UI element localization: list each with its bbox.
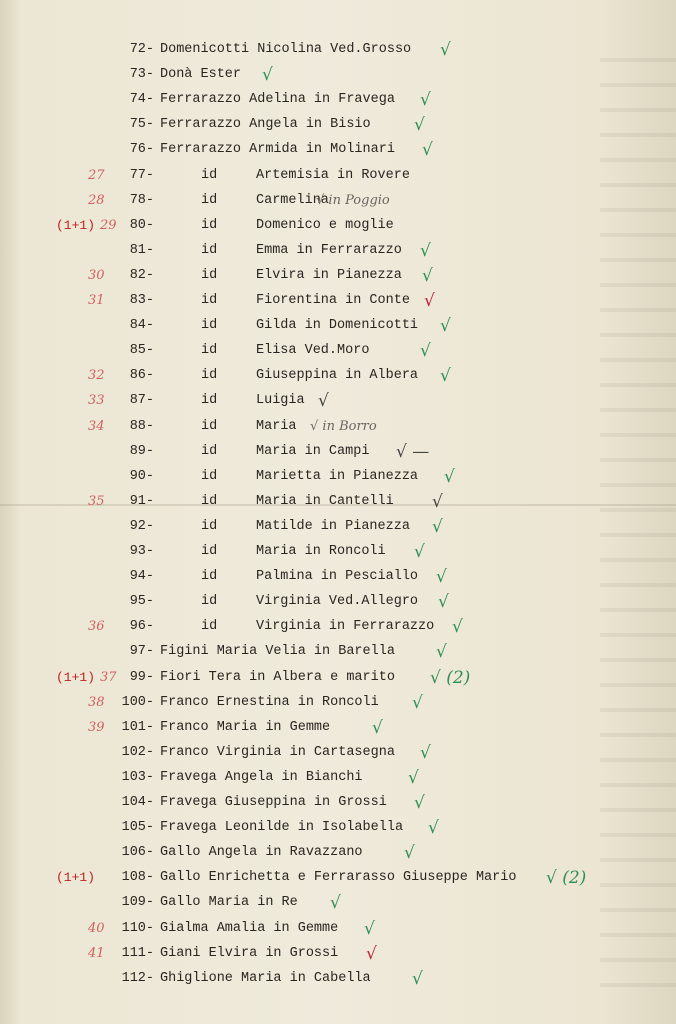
entry-name: Fiori Tera in Albera e marito xyxy=(160,669,395,685)
entry-number: 89- xyxy=(129,443,154,459)
list-item xyxy=(0,113,676,137)
ditto-mark: id xyxy=(201,468,218,484)
list-item xyxy=(0,88,676,112)
pencil-note: √ in Borro xyxy=(310,418,377,434)
list-item xyxy=(0,841,676,865)
entry-number: 108- xyxy=(121,870,154,886)
margin-count: 41 xyxy=(88,945,105,961)
entry-name: Maria in Roncoli xyxy=(256,544,386,559)
checkmark: √ xyxy=(262,65,273,86)
entry-name: Ghiglione Maria in Cabella xyxy=(160,970,371,986)
entry-number: 80- xyxy=(129,217,154,233)
entry-number: 88- xyxy=(129,418,154,434)
list-item xyxy=(0,189,676,213)
list-item xyxy=(0,440,676,464)
entry-name: Donà Ester xyxy=(160,67,242,83)
margin-count: 29 xyxy=(100,217,117,233)
margin-count: 30 xyxy=(88,267,105,283)
checkmark: √ xyxy=(404,843,415,864)
entry-name: Marietta in Pianezza xyxy=(256,468,419,484)
checkmark: √ xyxy=(420,341,431,362)
checkmark: √ xyxy=(420,742,431,763)
entry-name: Franco Virginia in Cartasegna xyxy=(160,744,395,760)
list-item xyxy=(0,791,676,815)
entry-number: 109- xyxy=(121,895,154,911)
ditto-mark: id xyxy=(201,594,218,610)
entry-name: Carmelina xyxy=(256,192,329,208)
ditto-mark: id xyxy=(201,393,218,409)
ditto-mark: id xyxy=(201,318,218,334)
list-item xyxy=(0,415,676,439)
entry-name: Fravega Angela in Bianchi xyxy=(160,769,363,785)
checkmark: √ xyxy=(318,391,329,412)
checkmark: √ xyxy=(414,542,425,562)
list-item xyxy=(0,691,676,715)
checkmark: √ xyxy=(420,240,431,261)
checkmark: √ xyxy=(412,968,423,989)
list-item xyxy=(0,942,676,966)
list-item xyxy=(0,866,676,890)
entry-number: 81- xyxy=(129,242,154,258)
list-item xyxy=(0,289,676,313)
entry-number: 111- xyxy=(121,945,154,961)
ditto-mark: id xyxy=(201,293,218,308)
list-item xyxy=(0,741,676,765)
list-item xyxy=(0,540,676,564)
entry-name: Gallo Maria in Re xyxy=(160,895,298,911)
list-item xyxy=(0,389,676,413)
margin-count: 40 xyxy=(88,920,105,936)
checkmark: √ xyxy=(432,491,443,512)
list-item xyxy=(0,164,676,188)
list-item xyxy=(0,615,676,639)
checkmark: √ xyxy=(366,943,377,964)
entry-name: Palmina in Pesciallo xyxy=(256,569,419,585)
entry-number: 74- xyxy=(129,92,154,108)
entry-name: Franco Maria in Gemme xyxy=(160,719,331,735)
margin-count: 36 xyxy=(88,619,105,635)
list-item xyxy=(0,465,676,489)
entry-number: 112- xyxy=(121,970,154,986)
list-item xyxy=(0,640,676,664)
entry-number: 73- xyxy=(129,67,154,83)
margin-count: 32 xyxy=(88,368,105,384)
entry-number: 94- xyxy=(129,569,154,585)
checkmark: √ xyxy=(444,466,455,487)
entry-number: 106- xyxy=(121,845,154,861)
list-item xyxy=(0,63,676,87)
margin-count: 33 xyxy=(88,393,105,409)
ditto-mark: id xyxy=(201,167,218,183)
ditto-mark: id xyxy=(201,544,218,559)
entry-number: 93- xyxy=(129,544,154,559)
entry-name: Figini Maria Velia in Barella xyxy=(160,644,395,660)
checkmark: √ xyxy=(436,567,447,588)
checkmark: √ (2) xyxy=(430,667,471,688)
list-item xyxy=(0,490,676,514)
ditto-mark: id xyxy=(201,267,218,283)
checkmark: √ xyxy=(436,642,447,663)
list-item xyxy=(0,716,676,740)
checkmark: √ xyxy=(428,818,439,839)
entry-name: Franco Ernestina in Roncoli xyxy=(160,694,379,710)
entry-name: Gilda in Domenicotti xyxy=(256,318,419,334)
entry-name: Virginia Ved.Allegro xyxy=(256,594,419,610)
entry-number: 95- xyxy=(129,594,154,610)
margin-count: 35 xyxy=(88,493,105,509)
entry-name: Elvira in Pianezza xyxy=(256,267,402,283)
checkmark: √ xyxy=(412,692,423,713)
entry-number: 75- xyxy=(129,117,154,133)
checkmark: √ xyxy=(452,617,463,638)
checkmark: √ xyxy=(440,40,451,60)
entry-name: Luigia xyxy=(256,393,305,409)
entry-number: 78- xyxy=(129,192,154,208)
entry-name: Ferrarazzo Armida in Molinari xyxy=(160,142,395,158)
entry-name: Fiorentina in Conte xyxy=(256,293,410,308)
entry-number: 72- xyxy=(129,42,154,57)
ditto-mark: id xyxy=(201,192,218,208)
entry-number: 100- xyxy=(121,694,154,710)
list-item xyxy=(0,364,676,388)
entry-number: 82- xyxy=(129,267,154,283)
entry-name: Domenico e moglie xyxy=(256,217,394,233)
entry-name: Fravega Leonilde in Isolabella xyxy=(160,820,404,836)
list-item xyxy=(0,917,676,941)
checkmark: √ xyxy=(440,366,451,387)
list-item xyxy=(0,515,676,539)
list-item xyxy=(0,264,676,288)
checkmark: √ xyxy=(440,316,451,337)
quantity-annotation: (1+1) xyxy=(56,217,96,233)
list-item xyxy=(0,314,676,338)
entry-name: Gialma Amalia in Gemme xyxy=(160,920,339,936)
ditto-mark: id xyxy=(201,368,218,384)
list-item xyxy=(0,666,676,690)
entry-name: Gallo Enrichetta e Ferrarasso Giuseppe Mario xyxy=(160,870,517,886)
entry-number: 83- xyxy=(129,293,154,308)
checkmark: √ xyxy=(372,717,383,738)
margin-count: 39 xyxy=(88,719,105,735)
entry-number: 77- xyxy=(129,167,154,183)
entry-number: 104- xyxy=(121,795,154,810)
margin-count: 38 xyxy=(88,694,105,710)
entry-name: Matilde in Pianezza xyxy=(256,518,410,534)
entry-number: 84- xyxy=(129,318,154,334)
entry-number: 76- xyxy=(129,142,154,158)
entry-number: 90- xyxy=(129,468,154,484)
entry-name: Elisa Ved.Moro xyxy=(256,343,370,359)
checkmark: √ xyxy=(422,265,433,286)
ditto-mark: id xyxy=(201,518,218,534)
checkmark: √ xyxy=(424,291,435,311)
list-item xyxy=(0,891,676,915)
entry-number: 99- xyxy=(129,669,154,685)
entry-number: 97- xyxy=(129,644,154,660)
entry-name: Ferrarazzo Adelina in Fravega xyxy=(160,92,395,108)
checkmark: √ — xyxy=(396,441,430,462)
margin-count: 34 xyxy=(88,418,105,434)
list-item xyxy=(0,239,676,263)
list-item xyxy=(0,766,676,790)
list-item xyxy=(0,38,676,62)
ditto-mark: id xyxy=(201,443,218,459)
ditto-mark: id xyxy=(201,217,218,233)
entry-name: Fravega Giuseppina in Grossi xyxy=(160,795,387,810)
ditto-mark: id xyxy=(201,343,218,359)
list-item xyxy=(0,339,676,363)
entry-number: 102- xyxy=(121,744,154,760)
entry-number: 105- xyxy=(121,820,154,836)
checkmark: √ xyxy=(438,592,449,613)
entry-number: 92- xyxy=(129,518,154,534)
ditto-mark: id xyxy=(201,418,218,434)
entry-name: Giuseppina in Albera xyxy=(256,368,419,384)
entry-name: Virginia in Ferrarazzo xyxy=(256,619,435,635)
entry-name: Domenicotti Nicolina Ved.Grosso xyxy=(160,42,412,57)
entry-name: Giani Elvira in Grossi xyxy=(160,945,339,961)
entry-name: Emma in Ferrarazzo xyxy=(256,242,402,258)
list-item xyxy=(0,816,676,840)
entry-name: Ferrarazzo Angela in Bisio xyxy=(160,117,371,133)
checkmark: √ xyxy=(420,90,431,111)
margin-count: 27 xyxy=(88,167,105,183)
entry-number: 110- xyxy=(121,920,154,936)
entry-number: 85- xyxy=(129,343,154,359)
list-item xyxy=(0,214,676,238)
entry-name: Maria in Campi xyxy=(256,443,370,459)
entry-name: Maria in Cantelli xyxy=(256,493,394,509)
list-item xyxy=(0,138,676,162)
checkmark: √ xyxy=(422,140,433,161)
entry-number: 103- xyxy=(121,769,154,785)
list-item xyxy=(0,565,676,589)
entry-number: 86- xyxy=(129,368,154,384)
ditto-mark: id xyxy=(201,493,218,509)
pencil-note: √ in Poggio xyxy=(316,192,390,208)
quantity-annotation: (1+1) xyxy=(56,669,96,685)
checkmark: √ (2) xyxy=(546,868,587,889)
ditto-mark: id xyxy=(201,619,218,635)
entry-name: Artemisia in Rovere xyxy=(256,167,410,183)
ditto-mark: id xyxy=(201,242,218,258)
entry-number: 87- xyxy=(129,393,154,409)
entry-number: 96- xyxy=(129,619,154,635)
list-item xyxy=(0,590,676,614)
checkmark: √ xyxy=(414,793,425,813)
entry-number: 101- xyxy=(121,719,154,735)
entry-name: Maria xyxy=(256,418,297,434)
checkmark: √ xyxy=(432,516,443,537)
margin-count: 28 xyxy=(88,192,105,208)
margin-count: 31 xyxy=(88,293,105,308)
entry-number: 91- xyxy=(129,493,154,509)
checkmark: √ xyxy=(330,893,341,914)
list-item xyxy=(0,967,676,991)
checkmark: √ xyxy=(408,767,419,788)
checkmark: √ xyxy=(414,115,425,136)
entry-name: Gallo Angela in Ravazzano xyxy=(160,845,363,861)
checkmark: √ xyxy=(364,918,375,939)
quantity-annotation: (1+1) xyxy=(56,870,96,886)
margin-count: 37 xyxy=(100,669,117,685)
ditto-mark: id xyxy=(201,569,218,585)
